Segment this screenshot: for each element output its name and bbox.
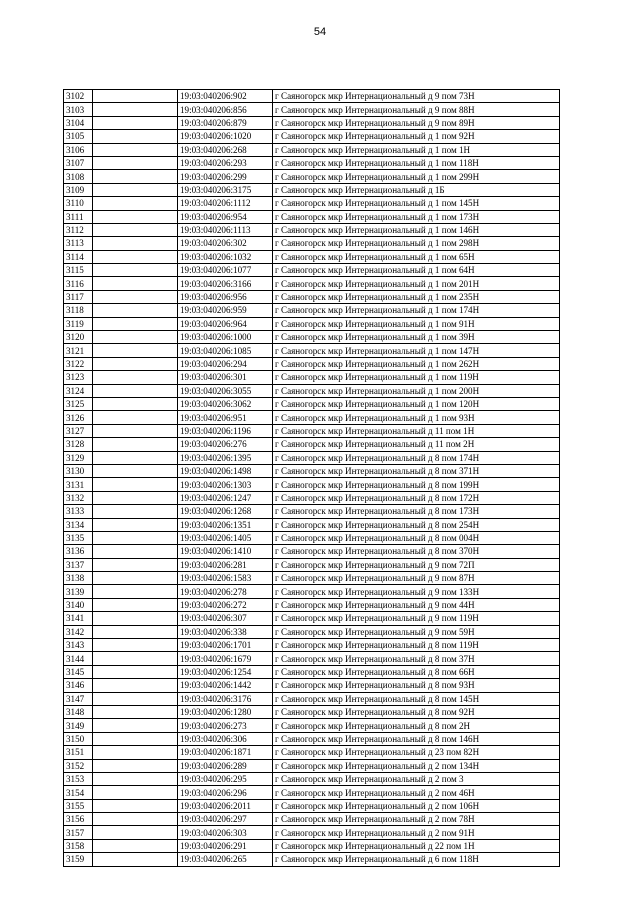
row-number-cell: 3155: [64, 799, 93, 812]
table-row: [64, 197, 560, 210]
cadastral-number-cell: 19:03:040206:291: [178, 839, 273, 852]
table-row: [64, 759, 560, 772]
address-cell: г Саяногорск мкр Интернациональный д 1 пом 39Н: [273, 331, 560, 344]
table-row: [64, 545, 560, 558]
row-number-cell: 3108: [64, 170, 93, 183]
row-number-cell: 3118: [64, 304, 93, 317]
row-number-cell: 3139: [64, 585, 93, 598]
row-number-cell: 3143: [64, 639, 93, 652]
cadastral-number-cell: 19:03:040206:1395: [178, 451, 273, 464]
cadastral-number-cell: 19:03:040206:295: [178, 772, 273, 785]
empty-cell: [93, 719, 178, 732]
empty-cell: [93, 223, 178, 236]
table-row: [64, 103, 560, 116]
table-row: [64, 277, 560, 290]
table-row: [64, 344, 560, 357]
row-number-cell: 3157: [64, 826, 93, 839]
empty-cell: [93, 759, 178, 772]
empty-cell: [93, 210, 178, 223]
address-cell: г Саяногорск мкр Интернациональный д 1 пом 1Н: [273, 143, 560, 156]
table-row: [64, 183, 560, 196]
address-cell: г Саяногорск мкр Интернациональный д 8 пом 174Н: [273, 451, 560, 464]
cadastral-number-cell: 19:03:040206:1268: [178, 505, 273, 518]
table-row: [64, 90, 560, 103]
row-number-cell: 3132: [64, 491, 93, 504]
table-row: [64, 438, 560, 451]
cadastral-number-cell: 19:03:040206:293: [178, 156, 273, 169]
empty-cell: [93, 572, 178, 585]
row-number-cell: 3154: [64, 786, 93, 799]
row-number-cell: 3144: [64, 652, 93, 665]
table-row: [64, 612, 560, 625]
table-row: [64, 451, 560, 464]
table-row: [64, 625, 560, 638]
row-number-cell: 3137: [64, 558, 93, 571]
table-row: [64, 317, 560, 330]
address-cell: г Саяногорск мкр Интернациональный д 1 пом 65Н: [273, 250, 560, 263]
row-number-cell: 3146: [64, 679, 93, 692]
address-cell: г Саяногорск мкр Интернациональный д 1 пом 119Н: [273, 371, 560, 384]
empty-cell: [93, 639, 178, 652]
empty-cell: [93, 357, 178, 370]
address-cell: г Саяногорск мкр Интернациональный д 1 пом 92Н: [273, 130, 560, 143]
cadastral-number-cell: 19:03:040206:1112: [178, 197, 273, 210]
empty-cell: [93, 304, 178, 317]
row-number-cell: 3156: [64, 813, 93, 826]
cadastral-number-cell: 19:03:040206:879: [178, 116, 273, 129]
row-number-cell: 3120: [64, 331, 93, 344]
row-number-cell: 3121: [64, 344, 93, 357]
row-number-cell: 3131: [64, 478, 93, 491]
table-row: [64, 572, 560, 585]
address-cell: г Саяногорск мкр Интернациональный д 8 пом 004Н: [273, 531, 560, 544]
row-number-cell: 3147: [64, 692, 93, 705]
address-cell: г Саяногорск мкр Интернациональный д 1 пом 64Н: [273, 264, 560, 277]
table-row: [64, 397, 560, 410]
row-number-cell: 3140: [64, 598, 93, 611]
address-cell: г Саяногорск мкр Интернациональный д 9 пом 87Н: [273, 572, 560, 585]
row-number-cell: 3124: [64, 384, 93, 397]
address-cell: г Саяногорск мкр Интернациональный д 1 пом 118Н: [273, 156, 560, 169]
table-row: [64, 732, 560, 745]
cadastral-number-cell: 19:03:040206:856: [178, 103, 273, 116]
cadastral-number-cell: 19:03:040206:276: [178, 438, 273, 451]
cadastral-number-cell: 19:03:040206:307: [178, 612, 273, 625]
row-number-cell: 3110: [64, 197, 93, 210]
table-row: [64, 692, 560, 705]
address-cell: г Саяногорск мкр Интернациональный д 9 пом 44Н: [273, 598, 560, 611]
row-number-cell: 3159: [64, 853, 93, 866]
cadastral-number-cell: 19:03:040206:1085: [178, 344, 273, 357]
row-number-cell: 3134: [64, 518, 93, 531]
empty-cell: [93, 665, 178, 678]
empty-cell: [93, 438, 178, 451]
empty-cell: [93, 451, 178, 464]
table-row: [64, 464, 560, 477]
table-row: [64, 290, 560, 303]
empty-cell: [93, 197, 178, 210]
row-number-cell: 3109: [64, 183, 93, 196]
row-number-cell: 3158: [64, 839, 93, 852]
row-number-cell: 3103: [64, 103, 93, 116]
cadastral-number-cell: 19:03:040206:3062: [178, 397, 273, 410]
cadastral-number-cell: 19:03:040206:306: [178, 732, 273, 745]
address-cell: г Саяногорск мкр Интернациональный д 2 пом 106Н: [273, 799, 560, 812]
row-number-cell: 3126: [64, 411, 93, 424]
cadastral-number-cell: 19:03:040206:1583: [178, 572, 273, 585]
empty-cell: [93, 277, 178, 290]
empty-cell: [93, 652, 178, 665]
empty-cell: [93, 411, 178, 424]
cadastral-number-cell: 19:03:040206:956: [178, 290, 273, 303]
empty-cell: [93, 839, 178, 852]
table-row: [64, 304, 560, 317]
table-row: [64, 384, 560, 397]
address-cell: г Саяногорск мкр Интернациональный д 1 пом 235Н: [273, 290, 560, 303]
empty-cell: [93, 183, 178, 196]
address-cell: г Саяногорск мкр Интернациональный д 1 пом 91Н: [273, 317, 560, 330]
address-cell: г Саяногорск мкр Интернациональный д 9 пом 88Н: [273, 103, 560, 116]
cadastral-number-cell: 19:03:040206:1679: [178, 652, 273, 665]
row-number-cell: 3153: [64, 772, 93, 785]
cadastral-number-cell: 19:03:040206:1077: [178, 264, 273, 277]
page-number: 54: [313, 26, 327, 38]
address-cell: г Саяногорск мкр Интернациональный д 8 пом 146Н: [273, 732, 560, 745]
table-row: [64, 813, 560, 826]
address-cell: г Саяногорск мкр Интернациональный д 2 пом 91Н: [273, 826, 560, 839]
table-row: [64, 705, 560, 718]
table-row: [64, 585, 560, 598]
row-number-cell: 3138: [64, 572, 93, 585]
address-cell: г Саяногорск мкр Интернациональный д 6 пом 118Н: [273, 853, 560, 866]
table-row: [64, 424, 560, 437]
cadastral-number-cell: 19:03:040206:3176: [178, 692, 273, 705]
cadastral-number-cell: 19:03:040206:1020: [178, 130, 273, 143]
table-row: [64, 558, 560, 571]
table-row: [64, 411, 560, 424]
table-row: [64, 639, 560, 652]
cadastral-number-cell: 19:03:040206:299: [178, 170, 273, 183]
row-number-cell: 3105: [64, 130, 93, 143]
address-cell: г Саяногорск мкр Интернациональный д 9 пом 133Н: [273, 585, 560, 598]
cadastral-number-cell: 19:03:040206:1000: [178, 331, 273, 344]
row-number-cell: 3107: [64, 156, 93, 169]
cadastral-number-cell: 19:03:040206:289: [178, 759, 273, 772]
empty-cell: [93, 384, 178, 397]
cadastral-number-cell: 19:03:040206:1113: [178, 223, 273, 236]
table-row: [64, 357, 560, 370]
cadastral-number-cell: 19:03:040206:1254: [178, 665, 273, 678]
table-row: [64, 170, 560, 183]
address-cell: г Саяногорск мкр Интернациональный д 8 пом 371Н: [273, 464, 560, 477]
address-cell: г Саяногорск мкр Интернациональный д 2 пом 3: [273, 772, 560, 785]
address-cell: г Саяногорск мкр Интернациональный д 8 пом 92Н: [273, 705, 560, 718]
address-cell: г Саяногорск мкр Интернациональный д 23 пом 82Н: [273, 746, 560, 759]
empty-cell: [93, 478, 178, 491]
empty-cell: [93, 625, 178, 638]
address-cell: г Саяногорск мкр Интернациональный д 1 пом 147Н: [273, 344, 560, 357]
row-number-cell: 3129: [64, 451, 93, 464]
address-cell: г Саяногорск мкр Интернациональный д 2 пом 46Н: [273, 786, 560, 799]
address-cell: г Саяногорск мкр Интернациональный д 9 пом 119Н: [273, 612, 560, 625]
address-cell: г Саяногорск мкр Интернациональный д 8 пом 199Н: [273, 478, 560, 491]
row-number-cell: 3128: [64, 438, 93, 451]
cadastral-number-cell: 19:03:040206:1498: [178, 464, 273, 477]
cadastral-number-cell: 19:03:040206:278: [178, 585, 273, 598]
cadastral-number-cell: 19:03:040206:338: [178, 625, 273, 638]
row-number-cell: 3104: [64, 116, 93, 129]
cadastral-number-cell: 19:03:040206:1247: [178, 491, 273, 504]
row-number-cell: 3130: [64, 464, 93, 477]
cadastral-number-cell: 19:03:040206:1280: [178, 705, 273, 718]
row-number-cell: 3149: [64, 719, 93, 732]
address-cell: г Саяногорск мкр Интернациональный д 1 пом 174Н: [273, 304, 560, 317]
cadastral-number-cell: 19:03:040206:1701: [178, 639, 273, 652]
empty-cell: [93, 371, 178, 384]
empty-cell: [93, 130, 178, 143]
table-row: [64, 598, 560, 611]
empty-cell: [93, 491, 178, 504]
empty-cell: [93, 264, 178, 277]
empty-cell: [93, 290, 178, 303]
row-number-cell: 3106: [64, 143, 93, 156]
cadastral-number-cell: 19:03:040206:301: [178, 371, 273, 384]
row-number-cell: 3151: [64, 746, 93, 759]
table-row: [64, 143, 560, 156]
address-cell: г Саяногорск мкр Интернациональный д 2 пом 78Н: [273, 813, 560, 826]
table-row: [64, 531, 560, 544]
row-number-cell: 3135: [64, 531, 93, 544]
address-cell: г Саяногорск мкр Интернациональный д 8 пом 93Н: [273, 679, 560, 692]
empty-cell: [93, 424, 178, 437]
empty-cell: [93, 732, 178, 745]
table-row: [64, 250, 560, 263]
empty-cell: [93, 853, 178, 866]
cadastral-number-cell: 19:03:040206:303: [178, 826, 273, 839]
empty-cell: [93, 143, 178, 156]
row-number-cell: 3123: [64, 371, 93, 384]
address-cell: г Саяногорск мкр Интернациональный д 8 пом 173Н: [273, 505, 560, 518]
address-cell: г Саяногорск мкр Интернациональный д 9 пом 59Н: [273, 625, 560, 638]
address-cell: г Саяногорск мкр Интернациональный д 1 пом 146Н: [273, 223, 560, 236]
row-number-cell: 3136: [64, 545, 93, 558]
address-cell: г Саяногорск мкр Интернациональный д 8 пом 145Н: [273, 692, 560, 705]
table-row: [64, 491, 560, 504]
address-cell: г Саяногорск мкр Интернациональный д 8 пом 254Н: [273, 518, 560, 531]
empty-cell: [93, 116, 178, 129]
address-cell: г Саяногорск мкр Интернациональный д 9 пом 73Н: [273, 90, 560, 103]
table-row: [64, 665, 560, 678]
address-cell: г Саяногорск мкр Интернациональный д 2 пом 134Н: [273, 759, 560, 772]
table-row: [64, 223, 560, 236]
empty-cell: [93, 799, 178, 812]
cadastral-number-cell: 19:03:040206:272: [178, 598, 273, 611]
table-row: [64, 679, 560, 692]
empty-cell: [93, 344, 178, 357]
address-cell: г Саяногорск мкр Интернациональный д 1 пом 93Н: [273, 411, 560, 424]
cadastral-number-cell: 19:03:040206:1303: [178, 478, 273, 491]
row-number-cell: 3113: [64, 237, 93, 250]
empty-cell: [93, 826, 178, 839]
address-cell: г Саяногорск мкр Интернациональный д 22 пом 1Н: [273, 839, 560, 852]
address-cell: г Саяногорск мкр Интернациональный д 11 пом 1Н: [273, 424, 560, 437]
cadastral-number-cell: 19:03:040206:3175: [178, 183, 273, 196]
address-cell: г Саяногорск мкр Интернациональный д 1 пом 200Н: [273, 384, 560, 397]
row-number-cell: 3150: [64, 732, 93, 745]
row-number-cell: 3145: [64, 665, 93, 678]
empty-cell: [93, 679, 178, 692]
cadastral-number-cell: 19:03:040206:268: [178, 143, 273, 156]
row-number-cell: 3127: [64, 424, 93, 437]
table-row: [64, 826, 560, 839]
empty-cell: [93, 170, 178, 183]
empty-cell: [93, 397, 178, 410]
table-row: [64, 505, 560, 518]
table-row: [64, 371, 560, 384]
table-row: [64, 156, 560, 169]
empty-cell: [93, 464, 178, 477]
row-number-cell: 3114: [64, 250, 93, 263]
cadastral-number-cell: 19:03:040206:1871: [178, 746, 273, 759]
address-cell: г Саяногорск мкр Интернациональный д 8 пом 370Н: [273, 545, 560, 558]
empty-cell: [93, 531, 178, 544]
empty-cell: [93, 813, 178, 826]
table-row: [64, 116, 560, 129]
row-number-cell: 3152: [64, 759, 93, 772]
cadastral-number-cell: 19:03:040206:964: [178, 317, 273, 330]
cadastral-number-cell: 19:03:040206:1405: [178, 531, 273, 544]
row-number-cell: 3122: [64, 357, 93, 370]
cadastral-number-cell: 19:03:040206:3166: [178, 277, 273, 290]
table-row: [64, 210, 560, 223]
cadastral-number-cell: 19:03:040206:265: [178, 853, 273, 866]
table-row: [64, 130, 560, 143]
table-row: [64, 478, 560, 491]
table-row: [64, 237, 560, 250]
row-number-cell: 3112: [64, 223, 93, 236]
empty-cell: [93, 598, 178, 611]
table-body: [64, 90, 560, 867]
cadastral-number-cell: 19:03:040206:294: [178, 357, 273, 370]
empty-cell: [93, 705, 178, 718]
address-cell: г Саяногорск мкр Интернациональный д 8 пом 37Н: [273, 652, 560, 665]
table-row: [64, 746, 560, 759]
cadastral-number-cell: 19:03:040206:296: [178, 786, 273, 799]
cadastral-number-cell: 19:03:040206:273: [178, 719, 273, 732]
table-row: [64, 799, 560, 812]
empty-cell: [93, 103, 178, 116]
empty-cell: [93, 317, 178, 330]
cadastral-number-cell: 19:03:040206:954: [178, 210, 273, 223]
row-number-cell: 3133: [64, 505, 93, 518]
address-cell: г Саяногорск мкр Интернациональный д 9 пом 89Н: [273, 116, 560, 129]
address-cell: г Саяногорск мкр Интернациональный д 1 пом 145Н: [273, 197, 560, 210]
row-number-cell: 3116: [64, 277, 93, 290]
cadastral-number-cell: 19:03:040206:959: [178, 304, 273, 317]
address-cell: г Саяногорск мкр Интернациональный д 11 пом 2Н: [273, 438, 560, 451]
cadastral-number-cell: 19:03:040206:1442: [178, 679, 273, 692]
row-number-cell: 3148: [64, 705, 93, 718]
row-number-cell: 3141: [64, 612, 93, 625]
empty-cell: [93, 692, 178, 705]
empty-cell: [93, 772, 178, 785]
address-cell: г Саяногорск мкр Интернациональный д 1 пом 299Н: [273, 170, 560, 183]
empty-cell: [93, 518, 178, 531]
cadastral-number-cell: 19:03:040206:902: [178, 90, 273, 103]
cadastral-number-cell: 19:03:040206:2011: [178, 799, 273, 812]
row-number-cell: 3111: [64, 210, 93, 223]
table-row: [64, 518, 560, 531]
row-number-cell: 3102: [64, 90, 93, 103]
address-cell: г Саяногорск мкр Интернациональный д 1 пом 201Н: [273, 277, 560, 290]
address-cell: г Саяногорск мкр Интернациональный д 1 пом 173Н: [273, 210, 560, 223]
address-cell: г Саяногорск мкр Интернациональный д 1 пом 298Н: [273, 237, 560, 250]
property-registry-table: [63, 89, 560, 867]
table-row: [64, 264, 560, 277]
cadastral-number-cell: 19:03:040206:1351: [178, 518, 273, 531]
table-row: [64, 652, 560, 665]
cadastral-number-cell: 19:03:040206:1032: [178, 250, 273, 263]
address-cell: г Саяногорск мкр Интернациональный д 8 пом 2Н: [273, 719, 560, 732]
cadastral-number-cell: 19:03:040206:951: [178, 411, 273, 424]
cadastral-number-cell: 19:03:040206:281: [178, 558, 273, 571]
address-cell: г Саяногорск мкр Интернациональный д 1Б: [273, 183, 560, 196]
address-cell: г Саяногорск мкр Интернациональный д 9 пом 72П: [273, 558, 560, 571]
table-row: [64, 719, 560, 732]
empty-cell: [93, 331, 178, 344]
address-cell: г Саяногорск мкр Интернациональный д 1 пом 262Н: [273, 357, 560, 370]
empty-cell: [93, 746, 178, 759]
row-number-cell: 3117: [64, 290, 93, 303]
row-number-cell: 3142: [64, 625, 93, 638]
empty-cell: [93, 156, 178, 169]
table-row: [64, 772, 560, 785]
empty-cell: [93, 786, 178, 799]
cadastral-number-cell: 19:03:040206:1196: [178, 424, 273, 437]
table-row: [64, 331, 560, 344]
empty-cell: [93, 237, 178, 250]
cadastral-number-cell: 19:03:040206:302: [178, 237, 273, 250]
cadastral-number-cell: 19:03:040206:1410: [178, 545, 273, 558]
address-cell: г Саяногорск мкр Интернациональный д 8 пом 172Н: [273, 491, 560, 504]
cadastral-number-cell: 19:03:040206:297: [178, 813, 273, 826]
empty-cell: [93, 250, 178, 263]
address-cell: г Саяногорск мкр Интернациональный д 1 пом 120Н: [273, 397, 560, 410]
table-row: [64, 853, 560, 866]
row-number-cell: 3125: [64, 397, 93, 410]
empty-cell: [93, 585, 178, 598]
address-cell: г Саяногорск мкр Интернациональный д 8 пом 66Н: [273, 665, 560, 678]
row-number-cell: 3115: [64, 264, 93, 277]
address-cell: г Саяногорск мкр Интернациональный д 8 пом 119Н: [273, 639, 560, 652]
empty-cell: [93, 90, 178, 103]
row-number-cell: 3119: [64, 317, 93, 330]
empty-cell: [93, 558, 178, 571]
table-row: [64, 839, 560, 852]
empty-cell: [93, 545, 178, 558]
empty-cell: [93, 612, 178, 625]
cadastral-number-cell: 19:03:040206:3055: [178, 384, 273, 397]
empty-cell: [93, 505, 178, 518]
table-row: [64, 786, 560, 799]
